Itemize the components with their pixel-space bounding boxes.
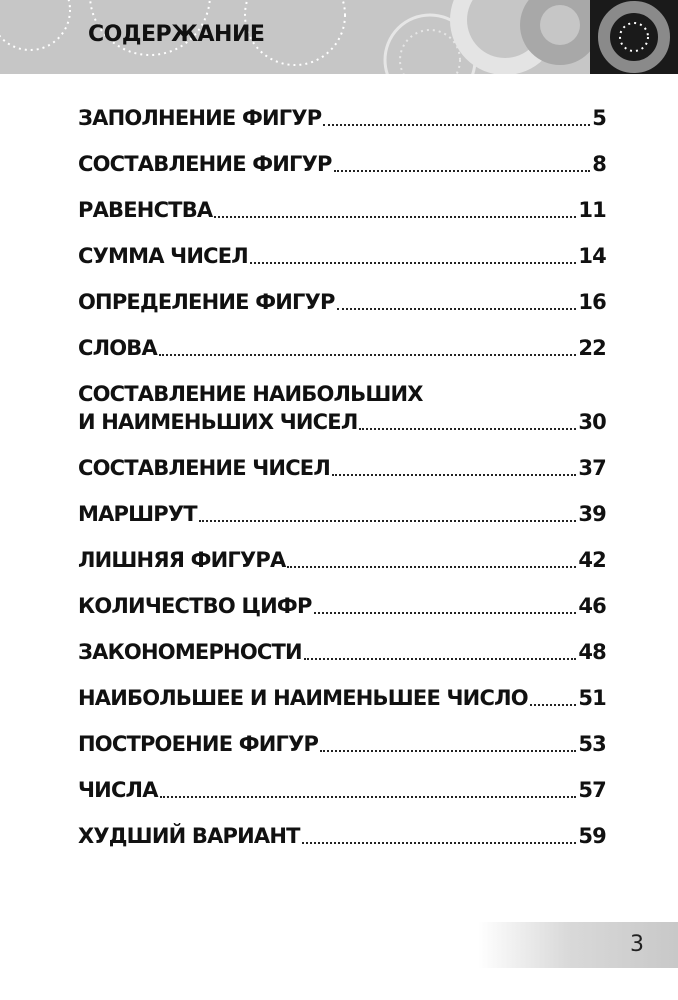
toc-item-page: 22 bbox=[578, 336, 606, 360]
toc-item-page: 5 bbox=[592, 106, 606, 130]
toc-item[interactable] bbox=[78, 822, 606, 850]
toc-item[interactable] bbox=[78, 500, 606, 528]
toc-item[interactable] bbox=[78, 776, 606, 804]
toc-item-label: РАВЕНСТВА bbox=[78, 198, 213, 222]
dot-leader bbox=[334, 170, 591, 172]
dot-leader bbox=[323, 124, 590, 126]
toc-item-label: ХУДШИЙ ВАРИАНТ bbox=[78, 824, 300, 848]
toc-item[interactable] bbox=[78, 454, 606, 482]
toc-item-page: 57 bbox=[578, 778, 606, 802]
toc-item[interactable] bbox=[78, 334, 606, 362]
toc-item-page: 48 bbox=[578, 640, 606, 664]
toc-item-page: 16 bbox=[578, 290, 606, 314]
page-header bbox=[0, 0, 678, 74]
footer-bar bbox=[478, 922, 678, 968]
toc-item-label: И НАИМЕНЬШИХ ЧИСЕЛ bbox=[78, 410, 358, 434]
dot-leader bbox=[287, 566, 576, 568]
toc-item[interactable] bbox=[78, 730, 606, 758]
dot-leader bbox=[302, 842, 577, 844]
toc-item-page: 59 bbox=[578, 824, 606, 848]
toc-item-page: 42 bbox=[578, 548, 606, 572]
toc-item-label: СУММА ЧИСЕЛ bbox=[78, 244, 248, 268]
toc-item-page: 14 bbox=[578, 244, 606, 268]
toc-item-label: ЧИСЛА bbox=[78, 778, 158, 802]
toc-item[interactable] bbox=[78, 380, 606, 436]
dot-leader bbox=[337, 308, 577, 310]
toc-item-page: 39 bbox=[578, 502, 606, 526]
toc-item-page: 46 bbox=[578, 594, 606, 618]
toc-item-label: ПОСТРОЕНИЕ ФИГУР bbox=[78, 732, 319, 756]
toc-item-label: СЛОВА bbox=[78, 336, 157, 360]
dot-leader bbox=[304, 658, 577, 660]
toc-item-label: КОЛИЧЕСТВО ЦИФР bbox=[78, 594, 312, 618]
toc-item-page: 8 bbox=[592, 152, 606, 176]
table-of-contents bbox=[78, 104, 606, 868]
toc-item[interactable] bbox=[78, 592, 606, 620]
toc-item-page: 53 bbox=[578, 732, 606, 756]
toc-item[interactable] bbox=[78, 104, 606, 132]
toc-item-label: СОСТАВЛЕНИЕ ФИГУР bbox=[78, 152, 332, 176]
dot-leader bbox=[320, 750, 576, 752]
toc-item-label: ЗАПОЛНЕНИЕ ФИГУР bbox=[78, 106, 322, 130]
toc-item-page: 37 bbox=[578, 456, 606, 480]
page-title: СОДЕРЖАНИЕ bbox=[88, 22, 265, 47]
toc-item-label: МАРШРУТ bbox=[78, 502, 197, 526]
dot-leader bbox=[160, 796, 577, 798]
toc-item-page: 51 bbox=[578, 686, 606, 710]
toc-item[interactable] bbox=[78, 150, 606, 178]
toc-item-label: ОПРЕДЕЛЕНИЕ ФИГУР bbox=[78, 290, 335, 314]
toc-item[interactable] bbox=[78, 638, 606, 666]
toc-item-page: 11 bbox=[578, 198, 606, 222]
toc-item-label: НАИБОЛЬШЕЕ И НАИМЕНЬШЕЕ ЧИСЛО bbox=[78, 686, 528, 710]
dot-leader bbox=[530, 704, 577, 706]
dot-leader bbox=[314, 612, 577, 614]
dot-leader bbox=[159, 354, 576, 356]
toc-item-page: 30 bbox=[578, 410, 606, 434]
toc-item[interactable] bbox=[78, 684, 606, 712]
toc-item-label: ЛИШНЯЯ ФИГУРА bbox=[78, 548, 286, 572]
toc-item-label-line1: СОСТАВЛЕНИЕ НАИБОЛЬШИХ bbox=[78, 382, 423, 406]
dot-leader bbox=[250, 262, 576, 264]
toc-item-label: ЗАКОНОМЕРНОСТИ bbox=[78, 640, 302, 664]
dot-leader bbox=[332, 474, 576, 476]
page-number: 3 bbox=[630, 932, 644, 957]
toc-item[interactable] bbox=[78, 196, 606, 224]
toc-item-label: СОСТАВЛЕНИЕ ЧИСЕЛ bbox=[78, 456, 330, 480]
toc-item[interactable] bbox=[78, 242, 606, 270]
dot-leader bbox=[214, 216, 576, 218]
toc-item[interactable] bbox=[78, 546, 606, 574]
toc-item[interactable] bbox=[78, 288, 606, 316]
dot-leader bbox=[199, 520, 577, 522]
dot-leader bbox=[359, 428, 576, 430]
